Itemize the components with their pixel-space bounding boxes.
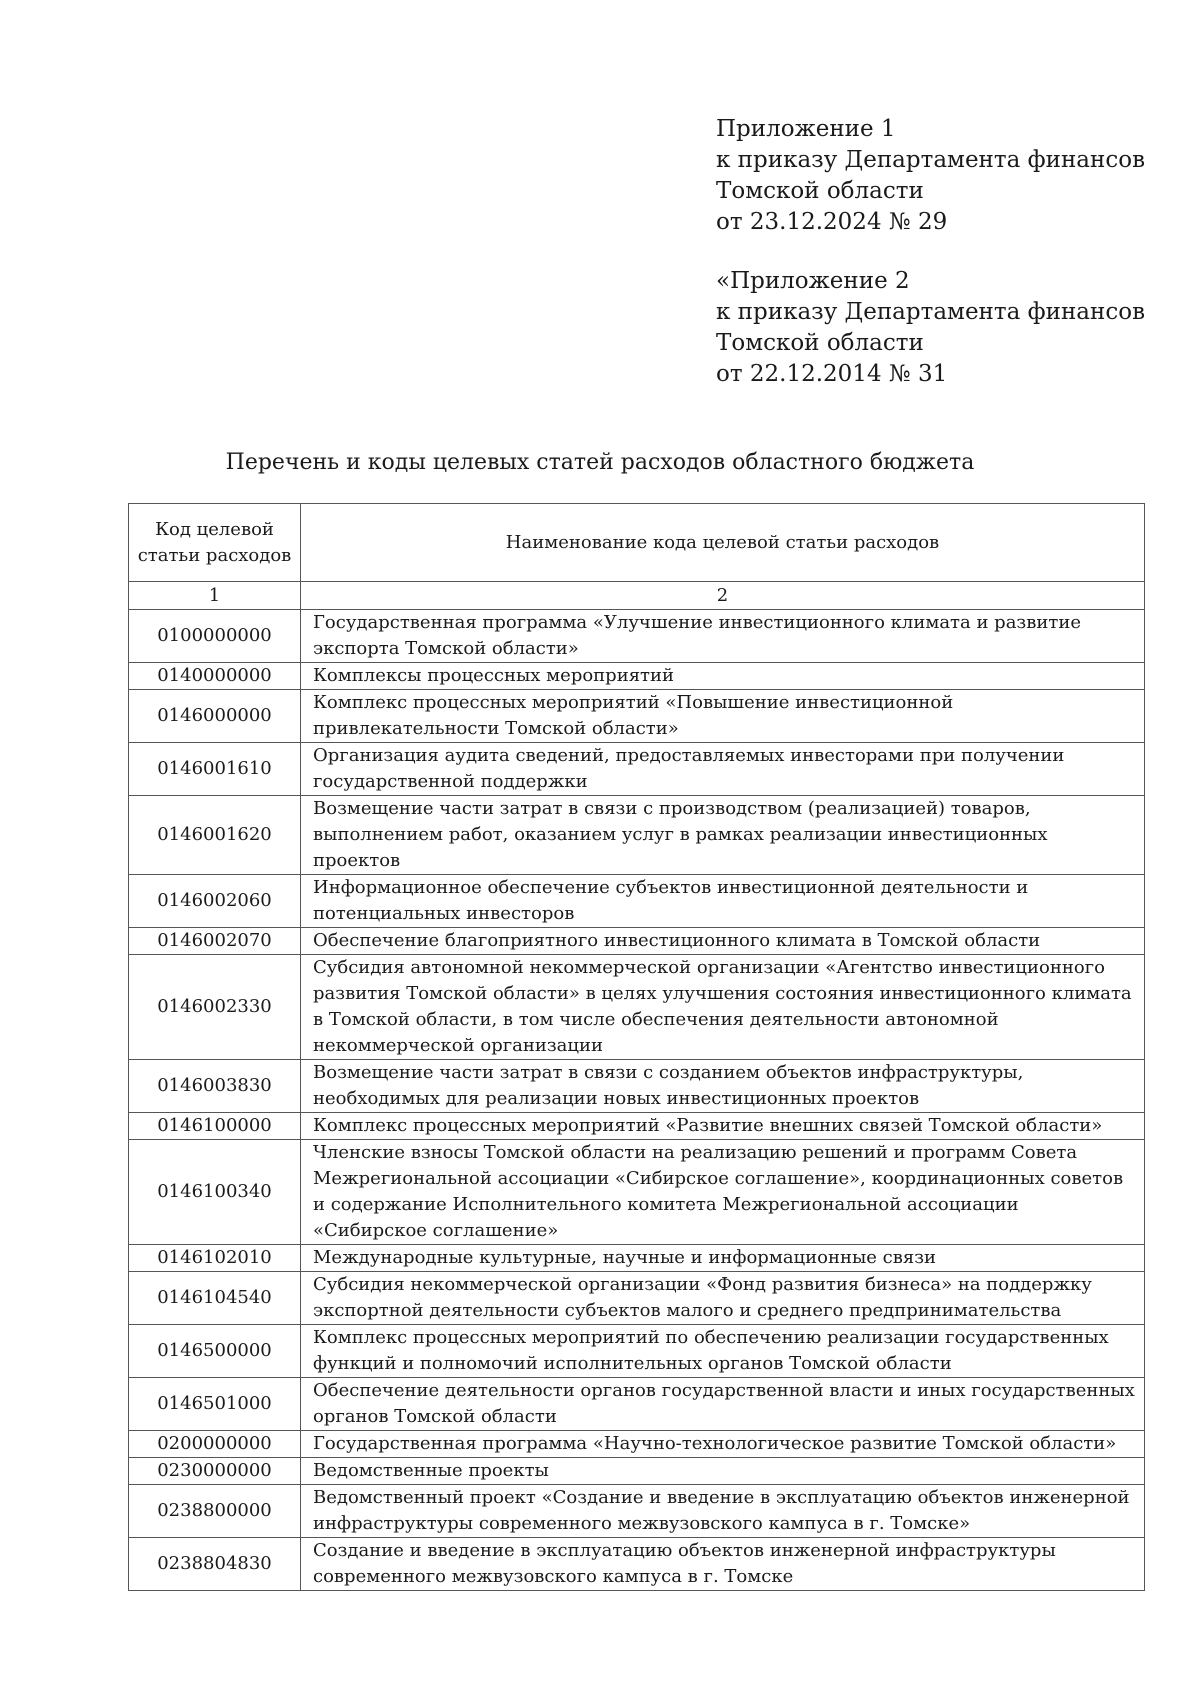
row-name: Обеспечение благоприятного инвестиционного климата в Томской области (301, 928, 1145, 955)
table-row (129, 690, 1145, 743)
table-row (129, 1485, 1145, 1538)
table-header-row (129, 504, 1145, 582)
row-code: 0100000000 (129, 610, 301, 663)
table-row (129, 663, 1145, 690)
row-name: Международные культурные, научные и информационные связи (301, 1245, 1145, 1272)
row-name: Создание и введение в эксплуатацию объектов инженерной инфраструктуры современного межвузовского кампуса в г. Томске (301, 1538, 1145, 1591)
row-name: Государственная программа «Научно-технологическое развитие Томской области» (301, 1431, 1145, 1458)
table-row (129, 1378, 1145, 1431)
table-row (129, 1272, 1145, 1325)
row-name: Государственная программа «Улучшение инвестиционного климата и развитие экспорта Томской области» (301, 610, 1145, 663)
row-name: Информационное обеспечение субъектов инвестиционной деятельности и потенциальных инвесторов (301, 875, 1145, 928)
row-code: 0146500000 (129, 1325, 301, 1378)
row-code: 0146002330 (129, 955, 301, 1060)
table-row (129, 1113, 1145, 1140)
row-code: 0146001620 (129, 796, 301, 875)
table-row (129, 875, 1145, 928)
table-row (129, 610, 1145, 663)
appendix-1-line: Томской области (716, 178, 924, 204)
row-code: 0146000000 (129, 690, 301, 743)
row-name: Комплексы процессных мероприятий (301, 663, 1145, 690)
row-name: Обеспечение деятельности органов государственной власти и иных государственных органов Томской области (301, 1378, 1145, 1431)
table-row (129, 796, 1145, 875)
column-number: 1 (129, 582, 301, 610)
row-name: Комплекс процессных мероприятий по обеспечению реализации государственных функций и полномочий исполнительных органов Томской области (301, 1325, 1145, 1378)
row-name: Членские взносы Томской области на реализацию решений и программ Совета Межрегиональной ассоциации «Сибирское соглашение», координационных советов и содержание Исполнительного комитета Межрегиональной ассоциации «Сибирское соглашение» (301, 1140, 1145, 1245)
row-name: Организация аудита сведений, предоставляемых инвесторами при получении государственной поддержки (301, 743, 1145, 796)
row-code: 0146003830 (129, 1060, 301, 1113)
row-code: 0146002060 (129, 875, 301, 928)
table-row (129, 1431, 1145, 1458)
row-name: Комплекс процессных мероприятий «Развитие внешних связей Томской области» (301, 1113, 1145, 1140)
row-name: Субсидия некоммерческой организации «Фонд развития бизнеса» на поддержку экспортной деятельности субъектов малого и среднего предпринимательства (301, 1272, 1145, 1325)
appendix-2-line: к приказу Департамента финансов (716, 299, 1146, 325)
row-code: 0230000000 (129, 1458, 301, 1485)
table-row (129, 955, 1145, 1060)
row-name: Комплекс процессных мероприятий «Повышение инвестиционной привлекательности Томской области» (301, 690, 1145, 743)
document-title: Перечень и коды целевых статей расходов областного бюджета (225, 450, 975, 475)
row-name: Субсидия автономной некоммерческой организации «Агентство инвестиционного развития Томской области» в целях улучшения состояния инвестиционного климата в Томской области, в том числе обеспечения деятельности автономной некоммерческой организации (301, 955, 1145, 1060)
row-code: 0146104540 (129, 1272, 301, 1325)
appendix-1-line: от 23.12.2024 № 29 (716, 209, 948, 235)
row-code: 0146102010 (129, 1245, 301, 1272)
appendix-2-line: «Приложение 2 (716, 268, 910, 294)
appendix-2-reference (716, 266, 1156, 390)
table-row (129, 1060, 1145, 1113)
header-code: Код целевой статьи расходов (129, 504, 301, 582)
table-row (129, 1140, 1145, 1245)
header-name: Наименование кода целевой статьи расходов (301, 504, 1145, 582)
table-row (129, 1245, 1145, 1272)
row-code: 0146001610 (129, 743, 301, 796)
row-code: 0238804830 (129, 1538, 301, 1591)
row-code: 0200000000 (129, 1431, 301, 1458)
table-numbering-row (129, 582, 1145, 610)
row-code: 0146002070 (129, 928, 301, 955)
appendix-2-line: Томской области (716, 330, 924, 356)
row-code: 0146100340 (129, 1140, 301, 1245)
table-row (129, 928, 1145, 955)
row-name: Ведомственный проект «Создание и введение в эксплуатацию объектов инженерной инфраструктуры современного межвузовского кампуса в г. Томске» (301, 1485, 1145, 1538)
column-number: 2 (301, 582, 1145, 610)
row-code: 0140000000 (129, 663, 301, 690)
appendix-1-line: к приказу Департамента финансов (716, 147, 1146, 173)
row-code: 0238800000 (129, 1485, 301, 1538)
appendix-1-reference (716, 114, 1156, 238)
table-row (129, 1458, 1145, 1485)
row-name: Возмещение части затрат в связи с производством (реализацией) товаров, выполнением работ, оказанием услуг в рамках реализации инвестиционных проектов (301, 796, 1145, 875)
row-name: Возмещение части затрат в связи с созданием объектов инфраструктуры, необходимых для реализации новых инвестиционных проектов (301, 1060, 1145, 1113)
target-codes-table (128, 503, 1145, 1591)
row-name: Ведомственные проекты (301, 1458, 1145, 1485)
appendix-2-line: от 22.12.2014 № 31 (716, 361, 948, 387)
row-code: 0146100000 (129, 1113, 301, 1140)
row-code: 0146501000 (129, 1378, 301, 1431)
table-row (129, 1325, 1145, 1378)
table-row (129, 743, 1145, 796)
table-row (129, 1538, 1145, 1591)
appendix-1-line: Приложение 1 (716, 116, 896, 142)
